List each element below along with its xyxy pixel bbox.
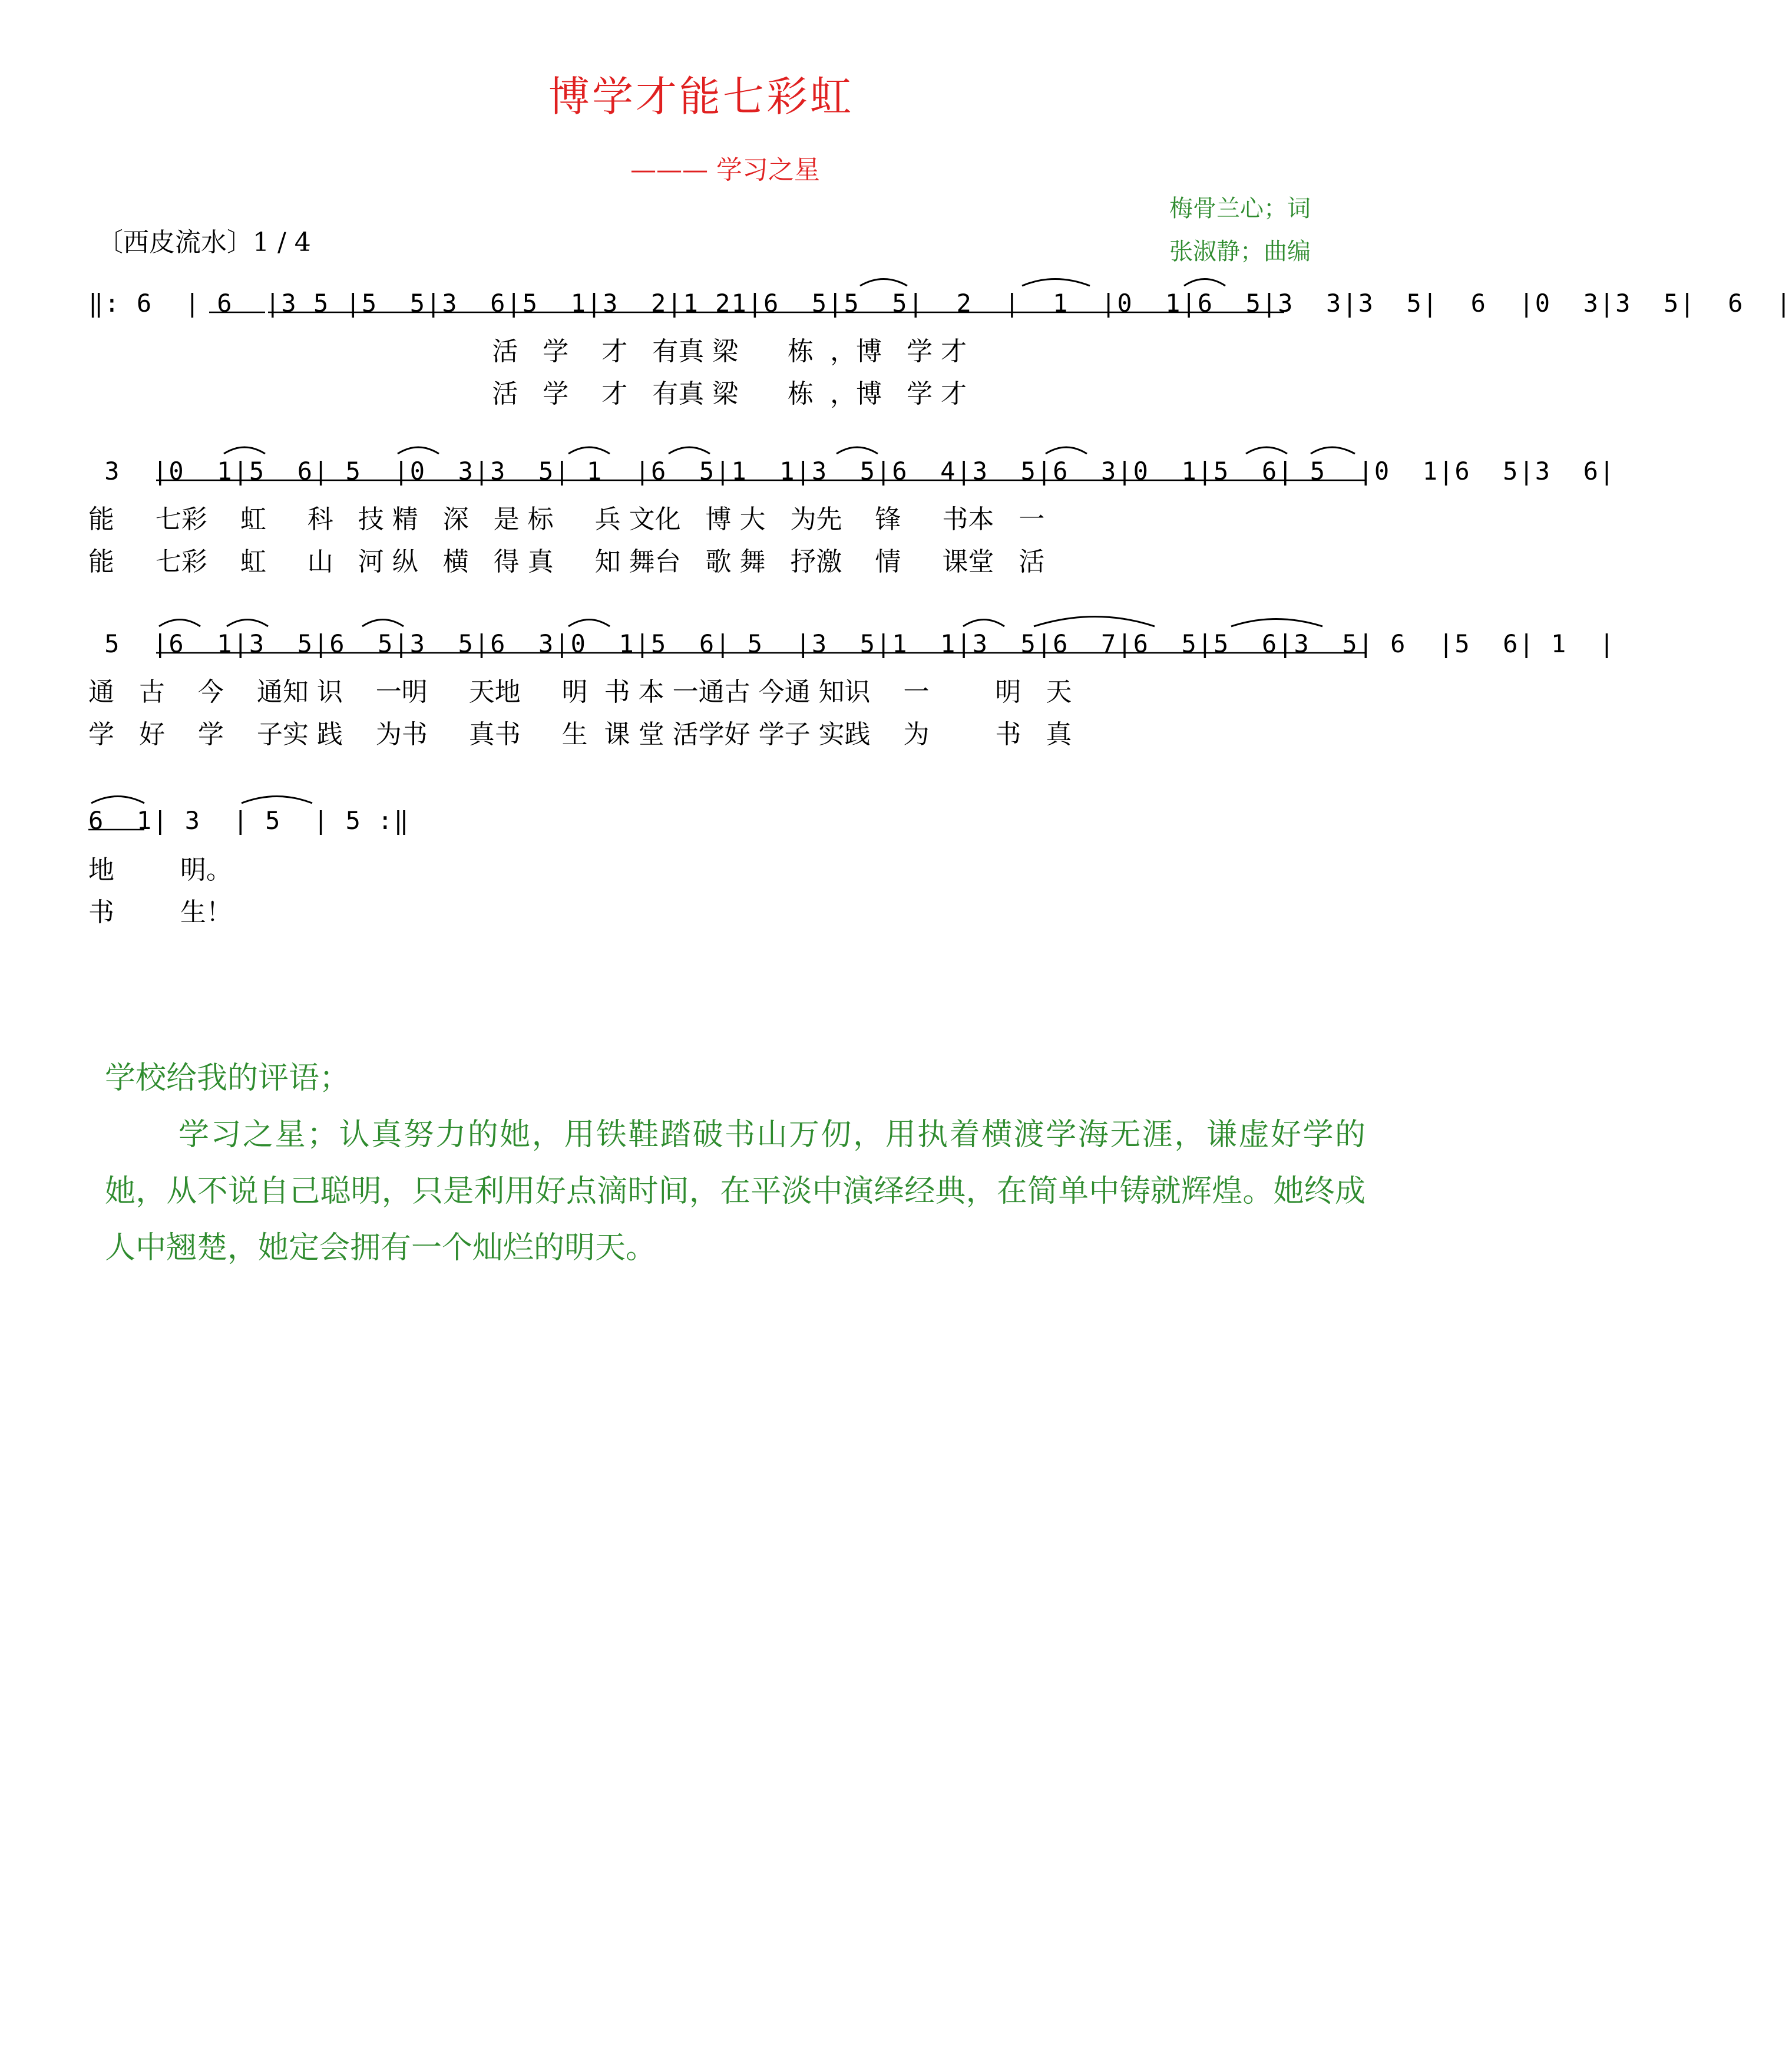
song-subtitle: ——— 学习之星 [630,155,820,185]
lyrics-line-3-verse-2: 学 好 学 子实 践 为书 真书 生 课 堂 活学好 学子 实践 为 书 真 [88,719,1072,749]
slur-mark [91,797,144,804]
slur-mark [1184,279,1225,286]
tempo-marking: 〔西皮流水〕1 / 4 [97,227,311,257]
slur-mark [669,447,710,454]
slur-mark [242,797,312,804]
lyrics-line-2-verse-2: 能 七彩 虹 山 河 纵 横 得 真 知 舞台 歌 舞 抒激 情 课堂 活 [88,547,1045,577]
notation-line-3: 5 |6 1|3 5|6 5|3 5|6 3|0 1|5 6| 5 |3 5|1 1|3 5|6 7|6 5|5 6|3 5| 6 |5 6| 1 | [88,629,1616,658]
song-title: 博学才能七彩虹 [548,72,854,121]
slur-mark [1022,279,1090,286]
notation-line-2: 3 |0 1|5 6| 5 |0 3|3 5| 1 |6 5|1 1|3 5|6 4|3 5|6 3|0 1|5 6| 5 |0 1|6 5|3 6| [88,457,1616,486]
lyrics-line-1-verse-1: 活 学 才 有真 梁 栋 ，博 学 才 [88,336,967,366]
slur-mark [1034,617,1155,627]
lyricist-credit: 梅骨兰心；词 [1169,195,1311,222]
slur-mark [837,447,878,454]
slur-mark [227,620,268,627]
slur-mark [860,279,907,286]
critique-heading: 学校给我的评语； [105,1061,351,1096]
slur-mark [1046,447,1087,454]
school-critique [105,1050,1366,1276]
lyrics-line-4-verse-2: 书 生！ [88,897,232,927]
slur-mark [1246,447,1287,454]
lyrics-line-4-verse-1: 地 明。 [88,855,232,885]
notation-line-4: 6 1| 3 | 5 | 5 :‖ [88,806,410,835]
slur-mark [224,447,265,454]
lyrics-line-3-verse-1: 通 古 今 通知 识 一明 天地 明 书 本 一通古 今通 知识 一 明 天 [88,677,1072,707]
slur-mark [362,620,404,627]
slur-mark [963,620,1004,627]
slur-mark [568,447,610,454]
lyrics-line-2-verse-1: 能 七彩 虹 科 技 精 深 是 标 兵 文化 博 大 为先 锋 书本 一 [88,504,1045,534]
notation-line-1: ‖: 6 | 6 |3 5 |5 5|3 6|5 1|3 2|1 21|6 5|5 5| 2 | 1 |0 1|6 5|3 3|3 5| 6 |0 3|3 5| 6 | [88,289,1792,318]
slur-mark [1231,619,1322,627]
slur-mark [398,447,439,454]
slur-mark [568,620,610,627]
lyrics-line-1-verse-2: 活 学 才 有真 梁 栋 ，博 学 才 [88,379,967,409]
composer-credit: 张淑静；曲编 [1169,238,1311,265]
slur-mark [1311,447,1355,454]
critique-body: 学习之星；认真努力的她，用铁鞋踏破书山万仞，用执着横渡学海无涯，谦虚好学的她，从不说自己聪明，只是利用好点滴时间，在平淡中演绎经典，在简单中铸就辉煌。她终成人中翘楚，她定会拥有一个灿烂的明天。 [105,1117,1366,1266]
slur-mark [159,620,200,627]
